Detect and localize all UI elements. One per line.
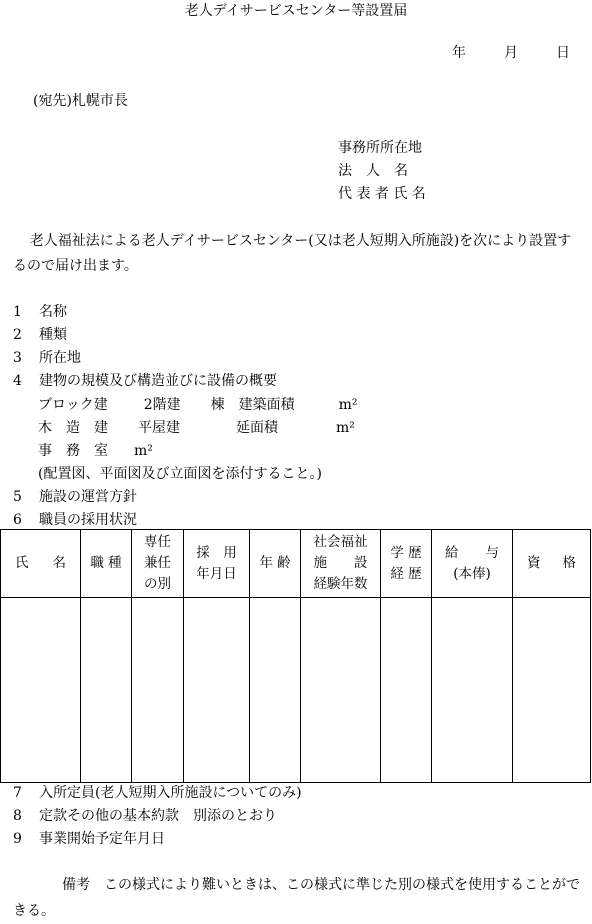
header-job: 職 種 <box>81 530 132 598</box>
date-day: 日 <box>556 45 570 61</box>
cell-name[interactable] <box>1 598 81 783</box>
cell-dual[interactable] <box>132 598 184 783</box>
header-education: 学 歴 経 歴 <box>381 530 432 598</box>
header-salary: 給 与 (本俸) <box>432 530 513 598</box>
date-month: 月 <box>504 45 518 61</box>
table-header-row <box>1 530 591 598</box>
applicant-corp: 法 人 名 <box>338 163 408 179</box>
item-1: 1 名称 <box>13 304 67 320</box>
document-title: 老人デイサービスセンター等設置届 <box>184 3 408 19</box>
cell-age[interactable] <box>250 598 301 783</box>
cell-job[interactable] <box>81 598 132 783</box>
table-row <box>1 598 591 783</box>
item-9: 9 事業開始予定年月日 <box>13 831 165 847</box>
staff-table <box>0 529 591 783</box>
header-hire-date: 採 用 年月日 <box>184 530 250 598</box>
applicant-rep: 代 表 者 氏 名 <box>338 186 426 202</box>
item-2: 2 種類 <box>13 327 67 343</box>
header-age: 年 齢 <box>250 530 301 598</box>
header-dual: 専任 兼任 の別 <box>132 530 184 598</box>
building-note: (配置図、平面図及び立面図を添付すること。) <box>38 466 322 482</box>
date-year: 年 <box>452 45 466 61</box>
remark-note: 備考 この様式により難いときは、この様式に準じた別の様式を使用することができる。 <box>13 877 580 919</box>
addressee: (宛先)札幌市長 <box>33 93 128 109</box>
intro-text: 老人福祉法による老人デイサービスセンター(又は老人短期入所施設)を次により設置するので届け出ます。 <box>13 233 572 274</box>
cell-hire-date[interactable] <box>184 598 250 783</box>
date-line <box>452 44 570 62</box>
cell-salary[interactable] <box>432 598 513 783</box>
building-row-2: 木 造 建 平屋建 延面積 m² <box>38 420 355 436</box>
building-row-3: 事 務 室 m² <box>38 443 153 459</box>
applicant-office: 事務所所在地 <box>338 140 422 156</box>
header-qualification: 資 格 <box>513 530 591 598</box>
item-8: 8 定款その他の基本約款 別添のとおり <box>13 808 277 824</box>
header-name: 氏 名 <box>1 530 81 598</box>
item-6: 6 職員の採用状況 <box>13 512 137 528</box>
item-3: 3 所在地 <box>13 350 81 366</box>
cell-education[interactable] <box>381 598 432 783</box>
cell-qualification[interactable] <box>513 598 591 783</box>
item-4: 4 建物の規模及び構造並びに設備の概要 <box>13 373 277 389</box>
item-7: 7 入所定員(老人短期入所施設についてのみ) <box>13 785 302 801</box>
item-5: 5 施設の運営方針 <box>13 489 137 505</box>
header-welfare-years: 社会福祉 施 設 経験年数 <box>301 530 381 598</box>
building-row-1: ブロック建 2階建 棟 建築面積 m² <box>38 397 358 413</box>
cell-welfare-years[interactable] <box>301 598 381 783</box>
